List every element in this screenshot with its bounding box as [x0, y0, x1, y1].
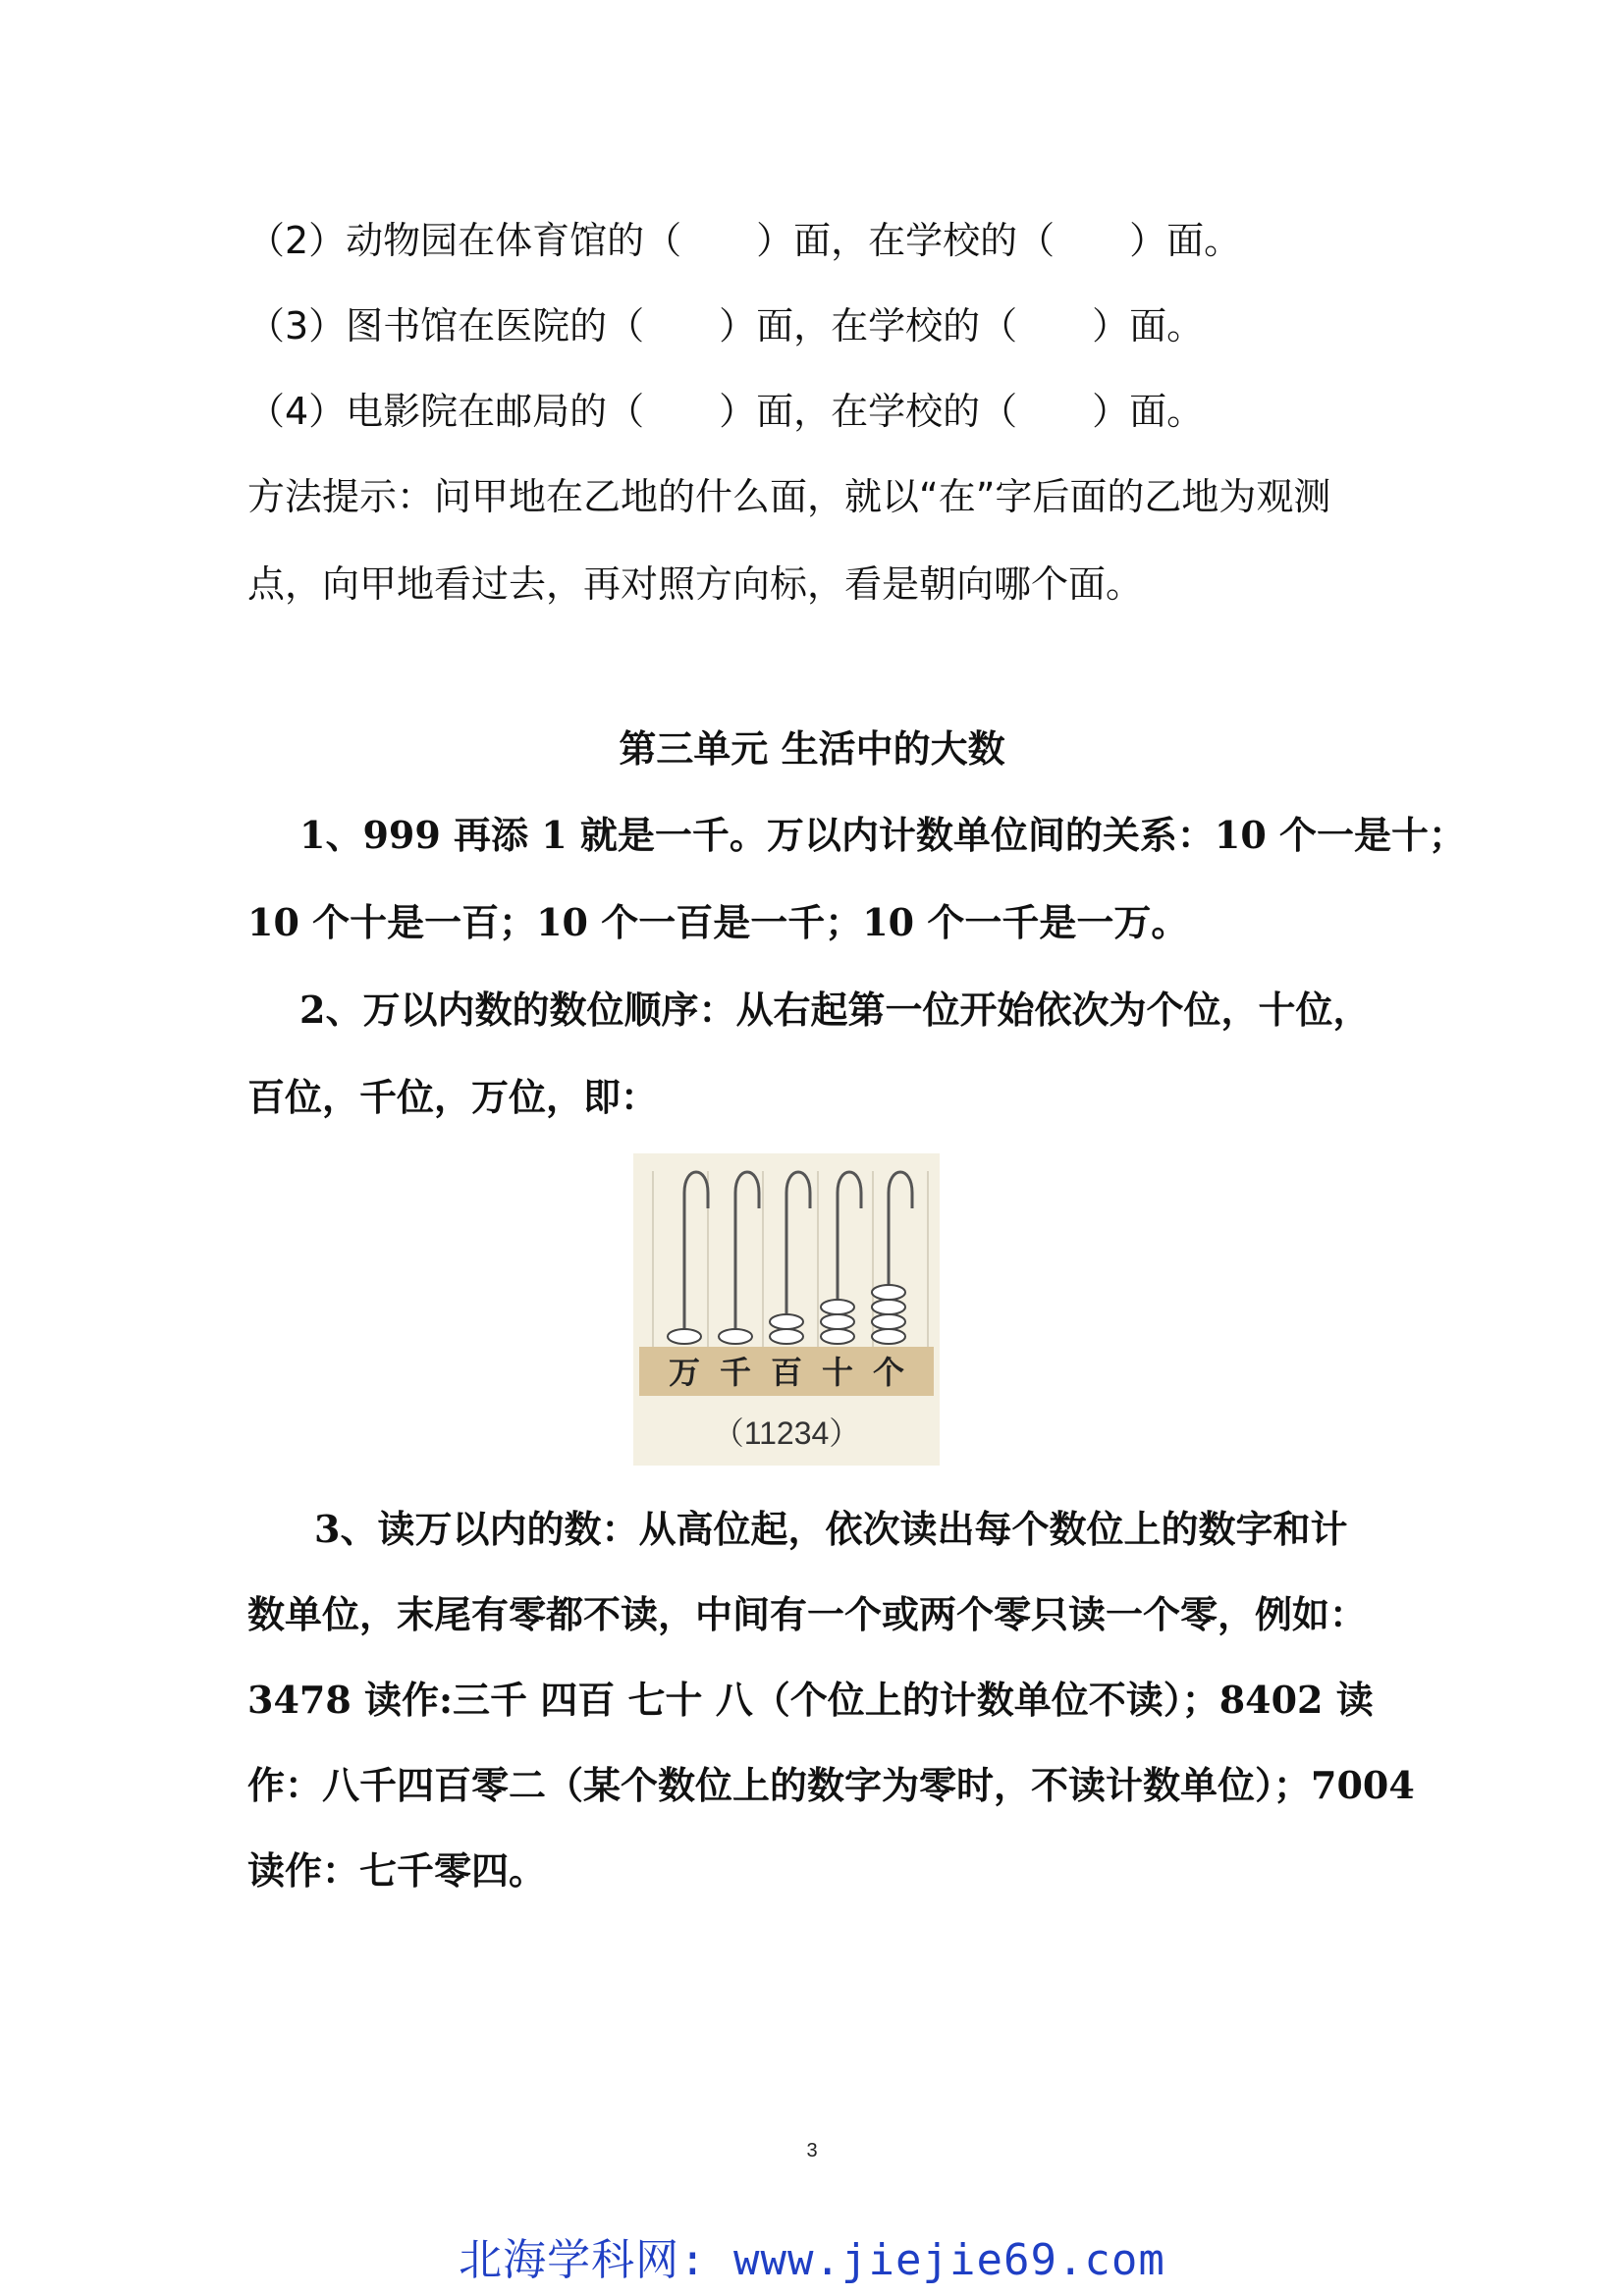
abacus-place-label: 千 [719, 1354, 752, 1391]
abacus-place-label: 十 [821, 1354, 854, 1391]
point-2-line-1: 2、万以内数的数位顺序：从右起第一位开始依次为个位，十位， [299, 988, 1371, 1032]
abacus-bead [821, 1314, 854, 1329]
footer-watermark[interactable]: 北海学科网: www.jiejie69.com [459, 2235, 1165, 2285]
point-1-line-1: 1、999 再添 1 就是一千。万以内计数单位间的关系：10 个一是十； [299, 813, 1467, 857]
abacus-bead [821, 1300, 854, 1314]
abacus-bead [872, 1300, 905, 1314]
abacus-bead [821, 1329, 854, 1344]
point-2-line-2: 百位，千位，万位，即： [247, 1075, 659, 1119]
abacus-bead [668, 1329, 701, 1344]
section-title: 第三单元 生活中的大数 [619, 726, 1005, 771]
point-1-line-2: 10 个十是一百；10 个一百是一千；10 个一千是一万。 [247, 900, 1189, 944]
question-4: （4）电影院在邮局的（ ）面，在学校的（ ）面。 [247, 390, 1205, 433]
abacus-bead [872, 1285, 905, 1300]
abacus-place-label: 万 [668, 1354, 701, 1391]
point-3-line-1: 3、读万以内的数：从高位起，依次读出每个数位上的数字和计 [314, 1507, 1348, 1551]
point-3-line-5: 读作：七千零四。 [247, 1848, 547, 1893]
method-hint-line-2: 点，向甲地看过去，再对照方向标，看是朝向哪个面。 [247, 562, 1144, 606]
abacus-bead [872, 1314, 905, 1329]
page-number: 3 [806, 2140, 818, 2162]
abacus-place-label: 个 [872, 1354, 905, 1391]
point-3-line-3: 3478 读作:三千 四百 七十 八（个位上的计数单位不读）；8402 读 [247, 1678, 1374, 1722]
question-3: （3）图书馆在医院的（ ）面，在学校的（ ）面。 [247, 304, 1205, 347]
abacus-illustration [633, 1153, 940, 1466]
abacus-place-label: 百 [770, 1354, 803, 1391]
abacus-bead [719, 1329, 752, 1344]
abacus-bead [770, 1329, 803, 1344]
abacus-caption: （11234） [712, 1415, 861, 1451]
abacus-figure [633, 1153, 940, 1466]
abacus-bead [872, 1329, 905, 1344]
method-hint-line-1: 方法提示：问甲地在乙地的什么面，就以“在”字后面的乙地为观测 [247, 475, 1331, 518]
question-2: （2）动物园在体育馆的（ ）面，在学校的（ ）面。 [247, 219, 1242, 262]
point-3-line-2: 数单位，末尾有零都不读，中间有一个或两个零只读一个零，例如： [247, 1592, 1368, 1636]
point-3-line-4: 作：八千四百零二（某个数位上的数字为零时，不读计数单位）；7004 [247, 1763, 1415, 1807]
abacus-bead [770, 1314, 803, 1329]
